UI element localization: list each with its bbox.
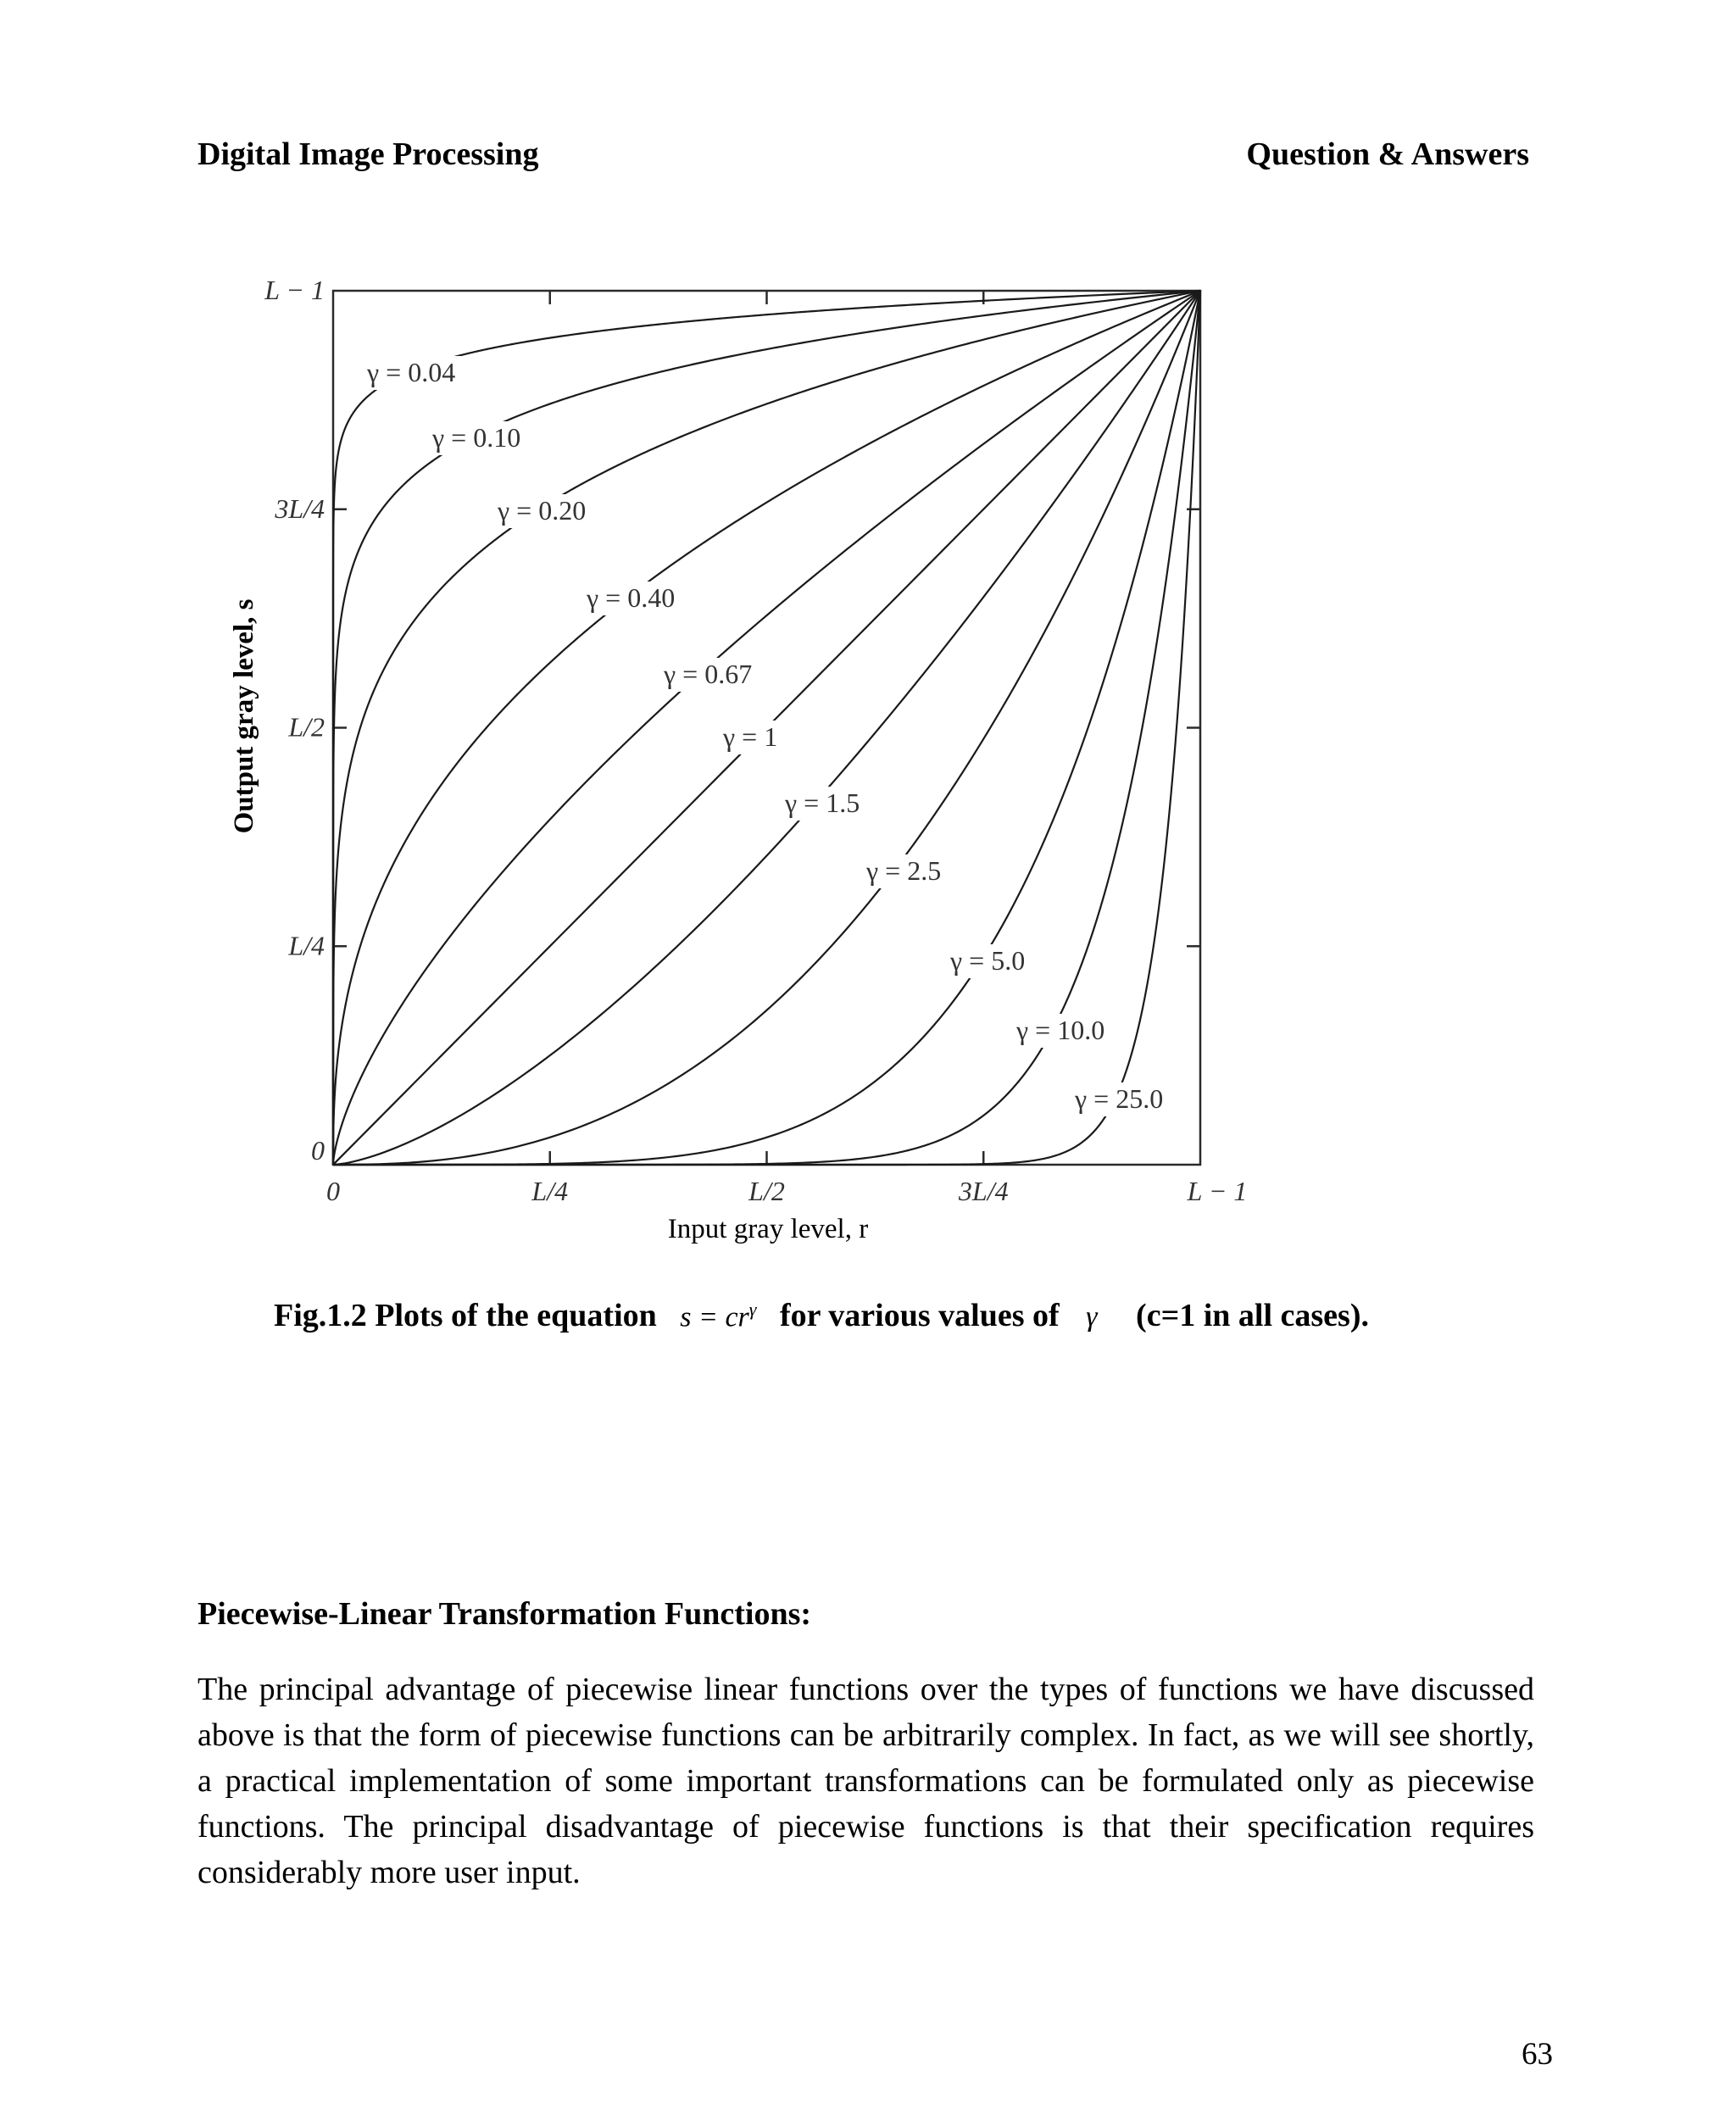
equation-exponent: γ — [748, 1298, 757, 1320]
curve-label: γ = 0.67 — [664, 659, 753, 689]
curve-label: γ = 1 — [723, 721, 778, 752]
curve-label: γ = 10.0 — [1016, 1015, 1105, 1045]
figure-caption — [274, 1297, 1511, 1334]
curve-label: γ = 1.5 — [785, 787, 860, 818]
curve-label: γ = 5.0 — [950, 945, 1026, 976]
curve-label: γ = 0.10 — [432, 422, 521, 453]
curve-label: γ = 0.40 — [587, 582, 676, 613]
curve-label: γ = 25.0 — [1075, 1083, 1164, 1114]
caption-middle: for various values of — [779, 1298, 1060, 1333]
x-tick-label: L/2 — [748, 1176, 785, 1206]
y-tick-label: L/4 — [288, 930, 325, 961]
caption-gamma-symbol: γ — [1086, 1301, 1098, 1333]
x-axis-title: Input gray level, r — [667, 1214, 869, 1244]
y-tick-label: 0 — [311, 1135, 325, 1166]
curve-label: γ = 0.20 — [498, 495, 587, 526]
x-tick-label: L − 1 — [1187, 1176, 1248, 1206]
y-tick-label: L/2 — [288, 711, 325, 743]
curve-labels — [362, 356, 1182, 1116]
x-tick-label: 3L/4 — [958, 1176, 1009, 1206]
section-heading: Piecewise-Linear Transformation Functions: — [198, 1596, 812, 1632]
document-header-section: Question & Answers — [1246, 136, 1529, 172]
caption-equation — [680, 1299, 756, 1333]
document-header-title: Digital Image Processing — [198, 136, 539, 172]
equation-base: s = cr — [680, 1301, 749, 1333]
caption-prefix: Fig.1.2 Plots of the equation — [274, 1298, 657, 1333]
caption-suffix: (c=1 in all cases). — [1136, 1298, 1369, 1333]
x-tick-label: L/4 — [531, 1176, 569, 1206]
curve-label: γ = 2.5 — [866, 855, 942, 886]
y-axis-title: Output gray level, s — [229, 598, 259, 834]
curve-label: γ = 0.04 — [367, 357, 456, 387]
y-tick-label: L − 1 — [264, 275, 325, 305]
body-paragraph: The principal advantage of piecewise linear functions over the types of functions we have discussed above is that the form of piecewise functions can be arbitrarily complex. In fact, as we will see shortly, a practical implementation of some important transformations can be formulated only as piecewise functions. The principal disadvantage of piecewise functions is that their specification requires considerably more user input. — [198, 1672, 1534, 1890]
page-number: 63 — [1522, 2037, 1553, 2072]
y-tick-label: 3L/4 — [275, 492, 325, 524]
x-tick-label: 0 — [326, 1176, 340, 1206]
